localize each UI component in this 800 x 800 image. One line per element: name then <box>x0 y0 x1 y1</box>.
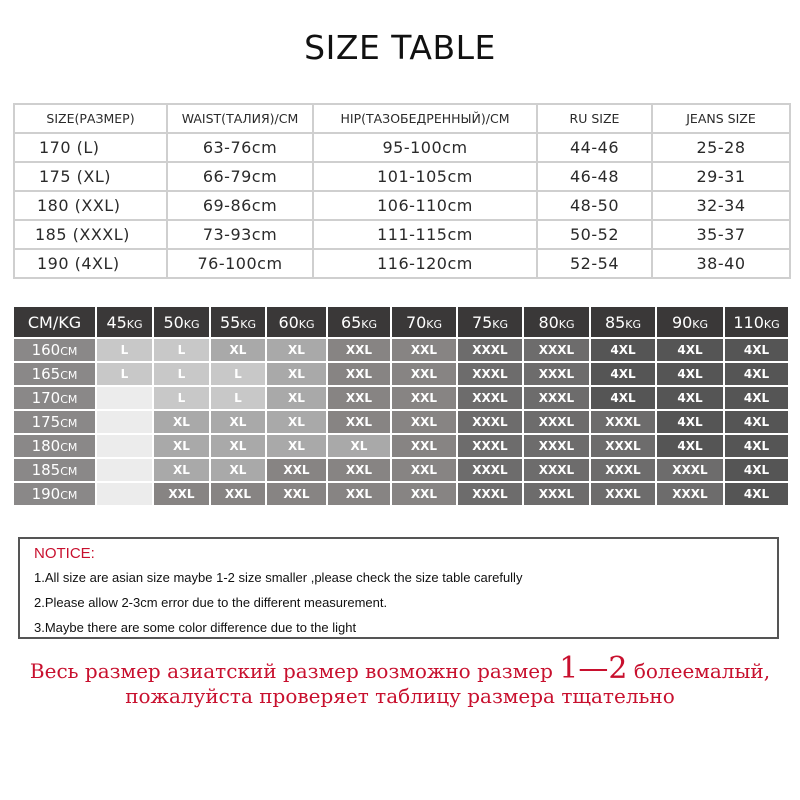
size-recommendation-cell: 4XL <box>590 338 656 362</box>
size-recommendation-cell: XL <box>153 458 210 482</box>
weight-unit: KG <box>183 317 200 331</box>
height-value: 165 <box>31 365 61 383</box>
header-hip: HIP(ТАЗОБЕДРЕННЫЙ)/CM <box>313 104 537 133</box>
height-label <box>13 458 96 482</box>
size-recommendation-cell: 4XL <box>724 482 789 506</box>
height-unit: CM <box>60 489 78 502</box>
jeans-size-cell: 38-40 <box>652 249 790 278</box>
size-recommendation-cell: XXL <box>153 482 210 506</box>
weight-header-75 <box>457 306 523 338</box>
size-recommendation-cell: XXXL <box>590 482 656 506</box>
table-row <box>13 386 789 410</box>
size-recommendation-cell: XXL <box>327 362 391 386</box>
size-recommendation-cell: XXXL <box>523 386 590 410</box>
size-recommendation-cell: 4XL <box>724 386 789 410</box>
height-unit: CM <box>60 441 78 454</box>
waist-cell: 69-86cm <box>167 191 313 220</box>
size-recommendation-cell: XL <box>266 434 327 458</box>
table-row <box>13 434 789 458</box>
weight-value: 80 <box>538 312 559 332</box>
hip-cell: 95-100cm <box>313 133 537 162</box>
table-row <box>13 410 789 434</box>
notice-line-1: 1.All size are asian size maybe 1-2 size smaller ,please check the size table carefully <box>34 570 523 585</box>
size-recommendation-cell: XXXL <box>457 482 523 506</box>
weight-value: 45 <box>106 312 127 332</box>
size-recommendation-cell: L <box>153 362 210 386</box>
size-recommendation-cell: XL <box>210 410 266 434</box>
size-recommendation-cell: XXXL <box>457 338 523 362</box>
size-recommendation-cell: XXL <box>391 362 457 386</box>
ru-size-cell: 52-54 <box>537 249 652 278</box>
weight-value: 75 <box>471 312 493 332</box>
size-recommendation-cell <box>96 386 153 410</box>
weight-value: 55 <box>219 312 241 332</box>
size-recommendation-cell: XXL <box>391 338 457 362</box>
size-recommendation-cell: XXXL <box>656 458 724 482</box>
notice-line-2: 2.Please allow 2-3cm error due to the different measurement. <box>34 595 388 610</box>
weight-header-90 <box>656 306 724 338</box>
size-recommendation-cell: XL <box>210 338 266 362</box>
weight-unit: KG <box>426 317 443 331</box>
size-recommendation-cell: XXXL <box>457 362 523 386</box>
header-size: SIZE(РАЗМЕР) <box>14 104 167 133</box>
size-recommendation-cell: L <box>96 362 153 386</box>
size-recommendation-cell: XXL <box>391 482 457 506</box>
size-recommendation-cell: XXXL <box>656 482 724 506</box>
size-recommendation-cell: XL <box>327 434 391 458</box>
height-label <box>13 482 96 506</box>
size-recommendation-cell: XXL <box>391 410 457 434</box>
size-recommendation-cell: XL <box>266 410 327 434</box>
height-value: 190 <box>31 485 61 503</box>
russian-notice-line-1 <box>0 651 800 686</box>
size-recommendation-cell: XL <box>153 434 210 458</box>
size-recommendation-cell: XXXL <box>457 434 523 458</box>
hip-cell: 111-115cm <box>313 220 537 249</box>
size-recommendation-cell: 4XL <box>590 386 656 410</box>
size-recommendation-cell: XXXL <box>457 458 523 482</box>
size-recommendation-cell: L <box>210 362 266 386</box>
size-cell: 180 (XXL) <box>14 191 167 220</box>
weight-value: 90 <box>671 312 693 332</box>
size-recommendation-cell: XXL <box>210 482 266 506</box>
weight-unit: KG <box>558 317 575 331</box>
table-row <box>13 458 789 482</box>
size-recommendation-cell: XL <box>210 434 266 458</box>
weight-unit: KG <box>298 317 315 331</box>
waist-cell: 63-76cm <box>167 133 313 162</box>
weight-unit: KG <box>625 317 642 331</box>
table-row <box>14 220 790 249</box>
waist-cell: 76-100cm <box>167 249 313 278</box>
ru-size-cell: 50-52 <box>537 220 652 249</box>
size-recommendation-cell: XXXL <box>523 410 590 434</box>
weight-unit: KG <box>492 317 509 331</box>
size-recommendation-cell: 4XL <box>590 362 656 386</box>
hip-cell: 106-110cm <box>313 191 537 220</box>
size-recommendation-cell: XL <box>153 410 210 434</box>
height-unit: CM <box>60 465 78 478</box>
table-row <box>13 338 789 362</box>
corner-label: CM/KG <box>13 306 96 338</box>
size-cell: 170 (L) <box>14 133 167 162</box>
size-recommendation-cell: L <box>210 386 266 410</box>
size-recommendation-cell: 4XL <box>724 362 789 386</box>
size-recommendation-cell: 4XL <box>656 362 724 386</box>
height-label <box>13 338 96 362</box>
size-recommendation-cell: XXXL <box>457 410 523 434</box>
size-recommendation-cell: L <box>153 338 210 362</box>
size-recommendation-cell: 4XL <box>656 410 724 434</box>
weight-value: 65 <box>340 312 362 332</box>
waist-cell: 66-79cm <box>167 162 313 191</box>
weight-header-45 <box>96 306 153 338</box>
ru-size-cell: 48-50 <box>537 191 652 220</box>
size-recommendation-cell: L <box>96 338 153 362</box>
weight-value: 85 <box>604 312 626 332</box>
weight-unit: KG <box>361 317 378 331</box>
height-label <box>13 386 96 410</box>
height-label <box>13 434 96 458</box>
size-difference-highlight: 1—2 <box>559 651 628 686</box>
size-recommendation-cell: XXL <box>327 386 391 410</box>
size-recommendation-cell: 4XL <box>656 434 724 458</box>
size-recommendation-cell: XL <box>266 338 327 362</box>
height-label <box>13 410 96 434</box>
weight-header-row <box>13 306 789 338</box>
notice-title: NOTICE: <box>34 545 95 562</box>
size-recommendation-cell: 4XL <box>724 434 789 458</box>
notice-box <box>18 537 779 639</box>
weight-header-85 <box>590 306 656 338</box>
header-ru-size: RU SIZE <box>537 104 652 133</box>
jeans-size-cell: 35-37 <box>652 220 790 249</box>
size-recommendation-cell: XXL <box>391 458 457 482</box>
size-recommendation-cell: XXXL <box>523 338 590 362</box>
size-recommendation-cell: XXXL <box>457 386 523 410</box>
weight-unit: KG <box>126 317 143 331</box>
weight-header-70 <box>391 306 457 338</box>
height-unit: CM <box>60 369 78 382</box>
size-recommendation-cell: XXXL <box>590 458 656 482</box>
jeans-size-cell: 32-34 <box>652 191 790 220</box>
table-row <box>14 249 790 278</box>
weight-value: 50 <box>163 312 184 332</box>
hip-cell: 101-105cm <box>313 162 537 191</box>
ru-size-cell: 46-48 <box>537 162 652 191</box>
height-weight-size-table <box>12 305 790 507</box>
weight-unit: KG <box>763 317 780 331</box>
height-unit: CM <box>60 417 78 430</box>
height-unit: CM <box>60 393 78 406</box>
size-recommendation-cell: XXXL <box>523 458 590 482</box>
size-recommendation-cell <box>96 482 153 506</box>
weight-unit: KG <box>240 317 257 331</box>
page-title: SIZE TABLE <box>304 28 496 67</box>
size-cell: 175 (XL) <box>14 162 167 191</box>
header-waist: WAIST(ТАЛИЯ)/CM <box>167 104 313 133</box>
ru-size-cell: 44-46 <box>537 133 652 162</box>
size-recommendation-cell: XXL <box>327 338 391 362</box>
size-recommendation-cell <box>96 458 153 482</box>
russian-text: болеемалый, <box>627 659 771 683</box>
size-recommendation-cell: 4XL <box>656 386 724 410</box>
height-value: 160 <box>31 341 61 359</box>
size-recommendation-cell: XL <box>266 362 327 386</box>
jeans-size-cell: 25-28 <box>652 133 790 162</box>
table-row <box>14 133 790 162</box>
size-recommendation-cell <box>96 410 153 434</box>
weight-unit: KG <box>692 317 709 331</box>
size-measurement-table <box>13 103 791 279</box>
size-recommendation-cell: XXL <box>391 434 457 458</box>
table-row <box>14 191 790 220</box>
size-recommendation-cell: 4XL <box>724 410 789 434</box>
size-recommendation-cell: XXL <box>327 482 391 506</box>
size-recommendation-cell: XXL <box>391 386 457 410</box>
size-recommendation-cell: 4XL <box>724 338 789 362</box>
header-jeans-size: JEANS SIZE <box>652 104 790 133</box>
size-recommendation-cell <box>96 434 153 458</box>
weight-header-80 <box>523 306 590 338</box>
table-row <box>13 482 789 506</box>
height-value: 170 <box>31 389 61 407</box>
size-recommendation-cell: XXXL <box>590 434 656 458</box>
size-recommendation-cell: XL <box>266 386 327 410</box>
weight-value: 60 <box>278 312 299 332</box>
weight-header-110 <box>724 306 789 338</box>
weight-header-55 <box>210 306 266 338</box>
height-value: 180 <box>31 437 61 455</box>
weight-header-50 <box>153 306 210 338</box>
jeans-size-cell: 29-31 <box>652 162 790 191</box>
waist-cell: 73-93cm <box>167 220 313 249</box>
height-label <box>13 362 96 386</box>
size-recommendation-cell: 4XL <box>656 338 724 362</box>
height-unit: CM <box>60 345 78 358</box>
size-recommendation-cell: XXXL <box>523 434 590 458</box>
russian-text: Весь размер азиатский размер возможно размер <box>29 659 560 683</box>
size-cell: 190 (4XL) <box>14 249 167 278</box>
height-value: 185 <box>31 461 61 479</box>
weight-value: 110 <box>733 312 764 332</box>
size-recommendation-cell: XXXL <box>523 362 590 386</box>
size-recommendation-cell: XXL <box>327 458 391 482</box>
size-recommendation-cell: 4XL <box>724 458 789 482</box>
weight-value: 70 <box>405 312 427 332</box>
russian-notice-line-2: пожалуйста проверяет таблицу размера тщательно <box>125 684 675 708</box>
weight-header-65 <box>327 306 391 338</box>
hip-cell: 116-120cm <box>313 249 537 278</box>
size-table-header-row <box>14 104 790 133</box>
weight-header-60 <box>266 306 327 338</box>
size-recommendation-cell: XXL <box>266 482 327 506</box>
size-cell: 185 (XXXL) <box>14 220 167 249</box>
height-value: 175 <box>31 413 61 431</box>
size-recommendation-cell: XXL <box>327 410 391 434</box>
table-row <box>13 362 789 386</box>
table-row <box>14 162 790 191</box>
size-recommendation-cell: XXXL <box>523 482 590 506</box>
size-recommendation-cell: XXL <box>266 458 327 482</box>
size-recommendation-cell: XXXL <box>590 410 656 434</box>
size-recommendation-cell: L <box>153 386 210 410</box>
notice-line-3: 3.Maybe there are some color difference due to the light <box>34 620 357 635</box>
size-recommendation-cell: XL <box>210 458 266 482</box>
